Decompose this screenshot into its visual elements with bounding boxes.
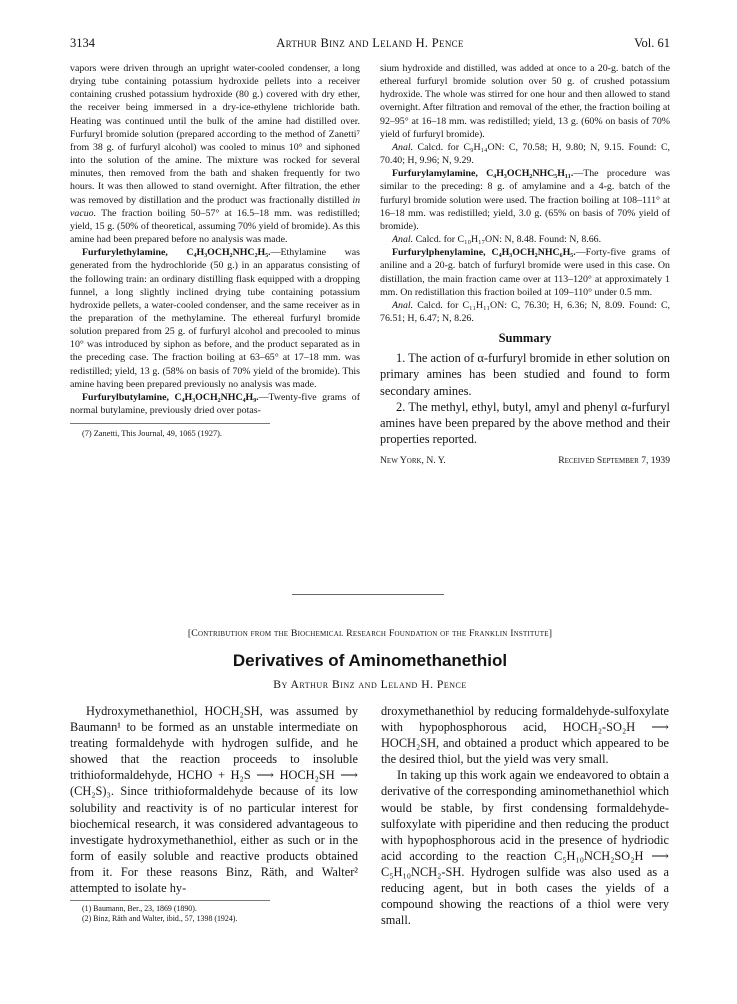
previous-article-end <box>70 62 670 582</box>
footnote-1: (1) Baumann, Ber., 23, 1869 (1890). <box>82 904 197 914</box>
contribution-line: [Contribution from the Biochemical Research Foundation of the Franklin Institute] <box>187 628 553 639</box>
running-title: Arthur Binz and Leland H. Pence <box>276 36 464 50</box>
paragraph-furfurylethylamine: Furfurylethylamine, C₄H₃OCH₂NHC₂H₅.—Ethylamine was generated from the hydrochloride (50 g.) in an apparatus consisting of the following train: an ordinary distilling flask equipped with a dropping funnel, a long slightly inclined drying tube containing potassium hydroxide pellets, a water-cooled condenser, and the same receiver as in the preparation of the methylamine. The ethereal furfuryl bromide solution prepared from 25 g. of furfuryl alcohol and precooled to minus 10° was introduced by siphon as before, and the product separated as in the preceding case. The fraction boiling at 63–65° at 17–18 mm. was redistilled; yield, 13 g. (58% on basis of 70% yield of the bromide). This amine having been prepared previously no analysis was made. <box>70 247 360 390</box>
paragraph: In taking up this work again we endeavored to obtain a derivative of the corresponding aminomethanethiol which would be stable, by first condensing formaldehyde-sulfoxylate with piperidine and then reducing the product with hypophosphorous acid in the presence of hydriodic acid according to the reaction C₅H₁₀NCH₂SO₂H ⟶ C₅H₁₀NCH₂-SH. Hydrogen sulfide was also used as a reducing agent, but in both cases the yields of a compound showing the reactions of a thiol were very small. <box>381 768 669 928</box>
page-number: 3134 <box>70 36 95 50</box>
paragraph-furfurylphenylamine: Furfurylphenylamine, C₄H₃OCH₂NHC₆H₅.—Forty-five grams of aniline and a 20-g. batch of furfuryl bromide were used in this case. On distillation, the main fraction came over at 113–120° at approximately 1 mm. On redistillation this fraction boiled at 109–110° under 0.5 mm. <box>380 247 671 298</box>
paragraph: vapors were driven through an upright water-cooled condenser, a long drying tube containing potassium hydroxide pellets into a receiver containing crushed potassium hydroxide (80 g.) covered with dry ether, the receiver being immersed in a dry-ice-ethylene trichloride bath. Heating was continued until the bulk of the amine had distilled over. Furfuryl bromide solution (prepared according to the method of Zanetti⁷ from 38 g. of furfuryl alcohol) was cooled to minus 10° and siphoned into the solution of the amine. The mixture was rocked for several minutes, then removed from the bath and shaken frequently for two hours. It was then allowed to stand overnight. After filtration, the ether was removed by distillation and the product was fractionally distilled in vacuo. The fraction boiling 50–57° at 16.5–18 mm. was redistilled; yield, 15 g. (50% of theoretical, assuming 70% yield of bromide). As this amine had been prepared before no analysis was made. <box>70 63 361 246</box>
paragraph: sium hydroxide and distilled, was added at once to a 20-g. batch of the ethereal furfuryl bromide solution over 50 g. of crushed potassium hydroxide. The whole was stirred for one hour and then allowed to stand overnight. After filtration and removal of the ether, the fraction boiling at 92–95° at 16–18 mm. was redistilled; yield, 13 g. (60% on basis of 70% yield of furfuryl bromide). <box>380 63 670 140</box>
article-divider <box>292 594 444 595</box>
intro-paragraph: Hydroxymethanethiol, HOCH₂SH, was assumed by Baumann¹ to be formed as an unstable intermediate on treating formaldehyde with hydrogen sulfide, and he showed that the reaction proceeds to insoluble trithioformaldehyde, HCHO + H₂S ⟶ HOCH₂SH ⟶ (CH₂S)₃. Since trithioformaldehyde because of its low solubility and reactivity is of no particular interest for biochemical research, it was considered advantageous to investigate hydroxymethanethiol, either as such or in the form of easily soluble and reactive products obtained from it. For these reasons Binz, Räth, and Walter² attempted to isolate hy- <box>70 704 358 896</box>
received-date: Received September 7, 1939 <box>558 454 670 466</box>
summary <box>380 350 670 447</box>
received-line <box>380 454 670 468</box>
summary-heading: Summary <box>498 331 552 346</box>
body-left-column <box>70 703 358 924</box>
byline: By Arthur Binz and Leland H. Pence <box>273 678 467 691</box>
footnote-rule <box>70 900 270 901</box>
footnote-2: (2) Binz, Räth and Walter, ibid., 57, 1398 (1924). <box>82 914 238 924</box>
volume-label: Vol. 61 <box>634 36 670 50</box>
running-header <box>70 36 670 54</box>
article-title: Derivatives of Aminomethanethiol <box>232 651 508 670</box>
paragraph-furfurylbutylamine: Furfurylbutylamine, C₄H₃OCH₂NHC₄H₉.—Twenty-five grams of normal butylamine, previously dried over potas- <box>70 391 360 417</box>
footnote-rule <box>70 423 270 424</box>
place: New York, N. Y. <box>380 454 446 466</box>
analysis-line: Anal. Calcd. for C₉H₁₄ON: C, 70.58; H, 9.80; N, 9.15. Found: C, 70.40; H, 9.96; N, 9.29. <box>380 141 670 167</box>
left-column <box>70 62 360 439</box>
paragraph: droxymethanethiol by reducing formaldehyde-sulfoxylate with hypophosphorous acid, HOCH₂-SO₂H ⟶ HOCH₂SH, and obtained a product which appeared to be the desired thiol, but the yield was very small. <box>381 704 669 767</box>
right-column <box>380 62 670 468</box>
footnote-7: (7) Zanetti, This Journal, 49, 1065 (1927). <box>82 429 222 439</box>
body-right-column <box>381 703 669 928</box>
summary-item-2: 2. The methyl, ethyl, butyl, amyl and phenyl α-furfuryl amines have been prepared by the above method and their properties reported. <box>380 399 670 447</box>
analysis-line: Anal. Calcd. for C₁₀H₁₇ON: N, 8.48. Found: N, 8.66. <box>392 234 602 246</box>
article-body <box>70 703 670 973</box>
summary-item-1: 1. The action of α-furfuryl bromide in ether solution on primary amines has been studied and found to form secondary amines. <box>380 351 670 398</box>
analysis-line: Anal. Calcd. for C₁₁H₁₁ON: C, 76.30; H, 6.36; N, 8.09. Found: C, 76.51; H, 6.47; N, 8.26. <box>380 299 670 324</box>
paragraph-furfurylamylamine: Furfurylamylamine, C₄H₃OCH₂NHC₅H₁₁.—The procedure was similar to the preceding: 8 g. of amylamine and a 4-g. batch of the furfuryl bromide solution were used. The fraction boiling at 108–111° at 16–18 mm. was redistilled; yield, 3.0 g. (65% on basis of 70% yield of bromide). <box>380 168 671 232</box>
